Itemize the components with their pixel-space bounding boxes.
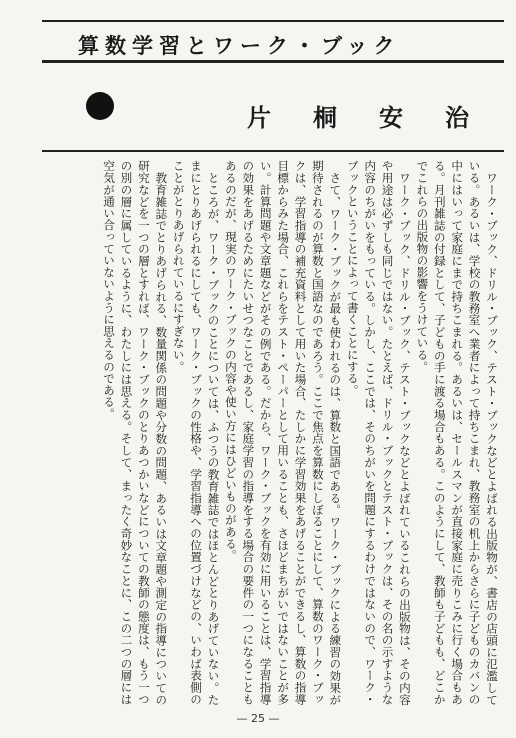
paragraph: ところが、ワーク・ブックのことについては、ふつうの教育雑誌ではほとんどとりあげていない。たまにとりあげられるにしても、ワーク・ブックの性格や、学習指導への位置づけなどの、いわば表側のことがとりあげられているにすぎない。 xyxy=(171,160,221,705)
title-rule xyxy=(42,60,504,63)
article-title: 算数学習とワーク・ブック xyxy=(78,33,401,58)
paragraph: さて、ワーク・ブックが最も使われるのは、算数と国語である。ワーク・ブックによる練習の効果が期待されるのが算数と国語なのであろう。ここで焦点を算数にしぼることにして、算数のワーク・ブックは、学習指導の補充資料として用いた場合、たしかに学習効果をあげることができるし、算数の指導目標からみた場合、これらをテスト・ペーパーとして用いることも、さほどまちがいではないことが多い。計算問題や文章題などがその例である。だから、ワーク・ブックを有効に用いることは、学習指導の効果をあげるためにたいせつなことであるし、家庭学習の指導をする場合の要件の一つになることもあるのだが、現実のワーク・ブックの内容や使い方にはひどいものがある。 xyxy=(223,160,343,705)
paragraph: ワーク・ブック、ドリル・ブック、テスト・ブックなどとよばれる出版物が、書店の店頭に氾濫している。あるいは、学校の教務室へ業者によって持ちこまれ、教務室の机上からさらに子どものカバンの中にはいって家庭にまで持ちこまれる。あるいは、セールスマンが直接家庭に売りこみに行く場合もある。月刊雑誌の付録として、子どもの手に渡る場合もある。このようにして、教師も子どもも、どこかでこれらの出版物の影響をうけている。 xyxy=(415,160,499,705)
paragraph: 教育雑誌でとりあげられる、数量関係の問題や分数の問題、あるいは文章題や測定の指導についての研究などを一つの層とすれば、ワーク・ブックのとりあつかいなどについての教師の態度は、もう一つの別の層に属しているように、わたしには思える。そして、まったく奇妙なことに、この二つの層には空気が通い合っていないように思えるのである。 xyxy=(102,160,169,705)
article-body xyxy=(42,160,500,705)
author-char: 安 xyxy=(379,103,403,132)
top-rule xyxy=(42,20,504,22)
header-rule xyxy=(42,150,504,152)
author-char: 桐 xyxy=(313,103,337,132)
author-char: 片 xyxy=(247,103,271,132)
bullet-dot-icon xyxy=(86,92,114,120)
author-char: 治 xyxy=(445,103,469,132)
page-number: — 25 — xyxy=(236,712,280,725)
author-name xyxy=(247,98,469,133)
paragraph: ワーク・ブック、ドリル・ブック、テスト・ブックなどとよばれているこれらの出版物は、その内容や用途は必ずしも同じではない。たとえば、ドリル・ブックとテスト・ブックは、その名の示すような内容のちがいをもっている。しかし、ここでは、そのちがいを問題にするわけではないので、ワーク・ブックということによって書くことにする。 xyxy=(345,160,412,705)
